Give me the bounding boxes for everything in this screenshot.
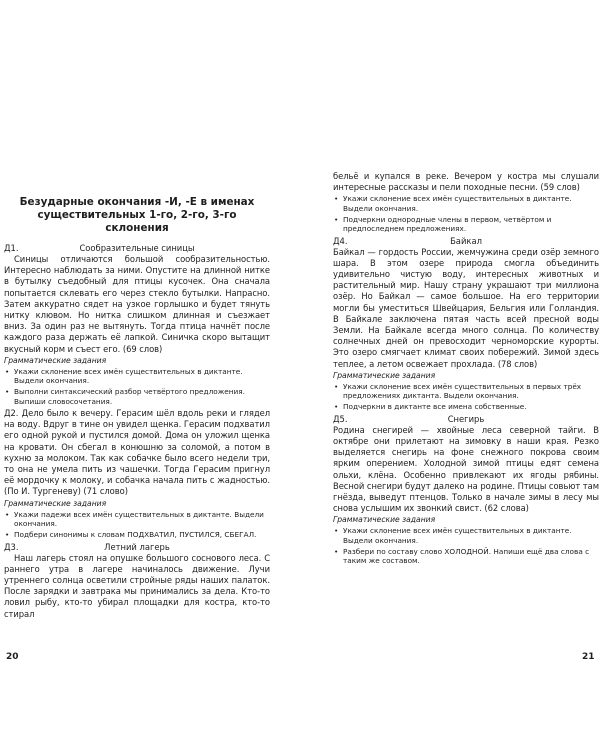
dictation-body: Дело было к вечеру. Герасим шёл вдоль реки и глядел на воду. Вдруг в тине он увидел щенка. Герасим подхватил его одной рукой и пустился домой. Дома он уложил щенка на кровати. Он сбегал в конюшню за соломой, а потом в кухню за молоком. Так как собачке было всего недели три, то она не умела пить из чашечки. Тогда Герасим пригнул её мордочку к молоку, и собачка начала пить с жадностью. (По И. Тургеневу) (71 слово) — [4, 408, 270, 497]
dictation-text: Наш лагерь стоял на опушке большого соснового леса. С раннего утра в лагере начиналось движение. Лучи утреннего солнца осветили стройные ряды наших палаток. После зарядки и завтрака мы принимались за дела. Кто-то ловил рыбу, кто-то убирал площадки для костра, кто-то стирал — [4, 552, 270, 619]
grammar-task: • Укажи склонение всех имён существительных в диктанте. Выдели окончания. — [4, 367, 270, 386]
grammar-task: • Укажи склонение всех имён существительных в диктанте. Выдели окончания. — [333, 194, 599, 213]
grammar-task: • Разбери по составу слово ХОЛОДНОЙ. Напиши ещё два слова с таким же составом. — [333, 547, 599, 566]
grammar-task: • Выполни синтаксический разбор четвёртого предложения. Выпиши словосочетания. — [4, 387, 270, 406]
dictation-header — [333, 414, 599, 425]
page-number: 21 — [582, 652, 595, 662]
dictation-text: Родина снегирей — хвойные леса северной тайги. В октябре они прилетают на зимовку в наши края. Резко выделяется снегирь на фоне снежного покрова своим ярким оперением. Холодной зимой птицы едят семена ольхи, клёна. Особенно привлекают их ягоды рябины. Весной снегири будут далеко на родине. Птицы совьют там гнёзда, выведут птенцов. Только в начале зимы в лесу мы снова услышим их звонкий свист. (62 слова) — [333, 424, 599, 514]
section-heading: Безударные окончания -И, -Е в именах существительных 1-го, 2-го, 3-го склонения — [19, 196, 255, 234]
grammar-label: Грамматические задания — [333, 370, 436, 380]
dictation-number: Д5. — [333, 413, 348, 424]
dictation-text: Байкал — гордость России, жемчужина среди озёр земного шара. В этом озере природа смогла объединить удивительно чистую воду, интересных животных и растительный мир. Нашу страну украшают три миллиона озёр. Но Байкал — самое большое. На его территории могли бы уместиться Швейцария, Бельгия или Голландия. В Байкале заключена пятая часть всей пресной воды Земли. На Байкале всегда много солнца. По количеству солнечных дней он превосходит черноморские курорты. Это озеро смягчает климат своих побережий. Зимой здесь теплее, а летом освежает прохлада. (78 слов) — [333, 246, 599, 369]
dictation-number: Д2. — [4, 408, 19, 419]
dictation-title: Байкал — [450, 235, 482, 246]
grammar-label: Грамматические задания — [333, 515, 436, 525]
dictation-number: Д4. — [333, 235, 348, 246]
dictation-title: Летний лагерь — [104, 541, 170, 552]
dictation-text: бельё и купался в реке. Вечером у костра мы слушали интересные рассказы и пели походные песни. (59 слов) — [333, 171, 599, 193]
dictation-header — [4, 243, 270, 254]
grammar-task: • Укажи склонение всех имён существительных в диктанте. Выдели окончания. — [333, 526, 599, 545]
grammar-task: • Укажи падежи всех имён существительных в диктанте. Выдели окончания. — [4, 510, 270, 529]
page-number: 20 — [6, 652, 19, 662]
grammar-label: Грамматические задания — [4, 355, 107, 365]
dictation-number: Д1. — [4, 243, 19, 253]
grammar-task: • Укажи склонение всех имён существительных в первых трёх предложениях диктанта. Выдели окончания. — [333, 382, 599, 401]
grammar-task: • Подчеркни в диктанте все имена собственные. — [333, 402, 599, 411]
dictation-header — [333, 236, 599, 247]
dictation-header — [4, 542, 270, 553]
left-page — [4, 196, 270, 620]
grammar-task: • Подбери синонимы к словам ПОДХВАТИЛ, ПУСТИЛСЯ, СБЕГАЛ. — [4, 530, 270, 539]
dictation-number: Д3. — [4, 541, 19, 552]
dictation-text — [4, 408, 270, 498]
grammar-label: Грамматические задания — [4, 498, 107, 508]
dictation-text: Синицы отличаются большой сообразительностью. Интересно наблюдать за ними. Опустите на длинной нитке в бутылку съедобный для птицы кусочек. Она сначала попытается склевать его через стекло бутылки. Напрасно. Затем аккуратно сядет на узкое горлышко и будет тянуть нитку клювом. Но нитка слишком длинная и съезжает вниз. За один раз не вытянуть. Тогда птица начнёт после каждого раза держать её лапкой. Синичка скоро вытащит вкусный корм и съест его. (69 слов) — [4, 254, 270, 354]
right-page — [333, 171, 599, 568]
grammar-task: • Подчеркни однородные члены в первом, четвёртом и предпоследнем предложениях. — [333, 215, 599, 234]
dictation-title: Сообразительные синицы — [79, 243, 195, 253]
dictation-title: Снегирь — [447, 413, 485, 424]
